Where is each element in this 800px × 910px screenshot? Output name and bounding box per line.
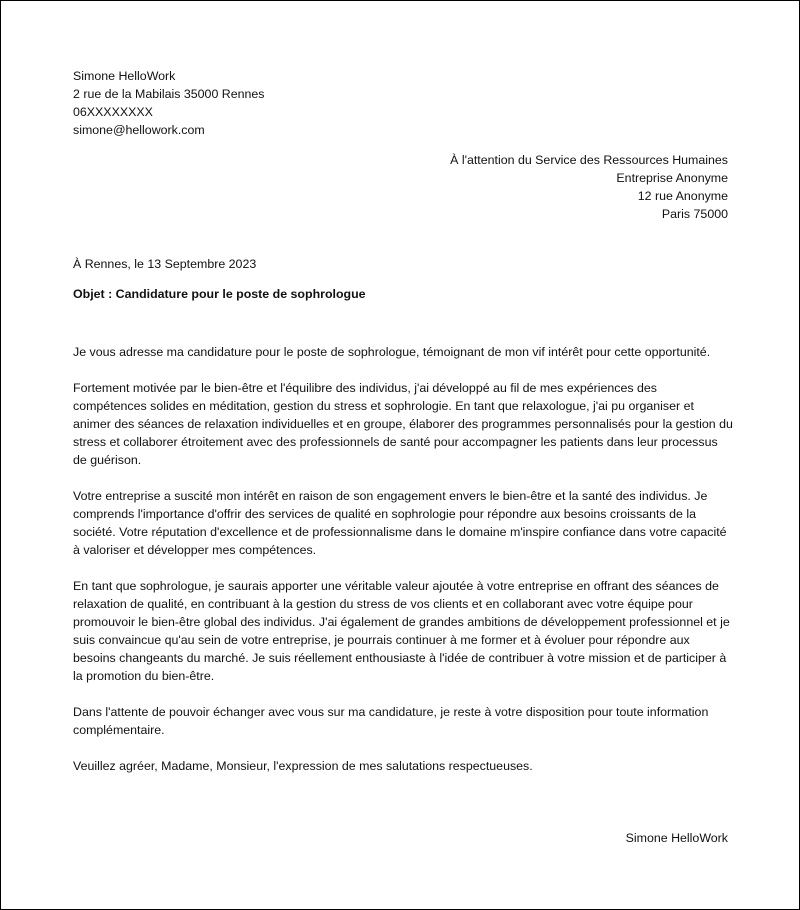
- body-paragraph: En tant que sophrologue, je saurais apporter une véritable valeur ajoutée à votre entreprise en offrant des séances de relaxation de qualité, en contribuant à la gestion du stress de vos clients et en collaborant avec votre équipe pour promouvoir le bien-être global des individus. J'ai également de grandes ambitions de développement professionnel et je suis convaincue qu'au sein de votre entreprise, je pourrais continuer à me former et à évoluer pour répondre aux besoins changeants du marché. Je suis réellement enthousiaste à l'idée de contribuer à votre mission et de participer à la promotion du bien-être.: [73, 579, 730, 683]
- sender-phone: 06XXXXXXXX: [73, 105, 153, 119]
- recipient-company: Entreprise Anonyme: [616, 171, 728, 185]
- body-paragraph: Dans l'attente de pouvoir échanger avec vous sur ma candidature, je reste à votre disposition pour toute information complémentaire.: [73, 705, 709, 737]
- subject-line: Objet : Candidature pour le poste de sophrologue: [73, 287, 366, 301]
- closing-paragraph: Veuillez agréer, Madame, Monsieur, l'expression de mes salutations respectueuses.: [73, 759, 533, 773]
- recipient-city: Paris 75000: [661, 207, 728, 221]
- sender-address: 2 rue de la Mabilais 35000 Rennes: [73, 87, 265, 101]
- date-line: À Rennes, le 13 Septembre 2023: [73, 257, 257, 271]
- sender-block: [73, 67, 265, 139]
- letter-body: [73, 343, 733, 793]
- body-paragraph: Je vous adresse ma candidature pour le poste de sophrologue, témoignant de mon vif intérêt pour cette opportunité.: [73, 345, 711, 359]
- recipient-street: 12 rue Anonyme: [637, 189, 728, 203]
- sender-email: simone@hellowork.com: [73, 123, 205, 137]
- signature: Simone HelloWork: [625, 831, 728, 845]
- body-paragraph: Votre entreprise a suscité mon intérêt en raison de son engagement envers le bien-être et la santé des individus. Je comprends l'importance d'offrir des services de qualité en sophrologie pour répondre aux besoins croissants de la société. Votre réputation d'excellence et de professionnalisme dans le domaine m'inspire confiance dans votre capacité à valoriser et développer mes compétences.: [73, 489, 727, 557]
- sender-name: Simone HelloWork: [73, 69, 176, 83]
- recipient-attention: À l'attention du Service des Ressources Humaines: [450, 153, 728, 167]
- body-paragraph: Fortement motivée par le bien-être et l'équilibre des individus, j'ai développé au fil de mes expériences des compétences solides en méditation, gestion du stress et sophrologie. En tant que relaxologue, j'ai pu organiser et animer des séances de relaxation individuelles et en groupe, élaborer des programmes personnalisés pour la gestion du stress et collaborer étroitement avec des professionnels de santé pour accompagner les patients dans leur processus de guérison.: [73, 381, 733, 467]
- recipient-block: [450, 151, 728, 223]
